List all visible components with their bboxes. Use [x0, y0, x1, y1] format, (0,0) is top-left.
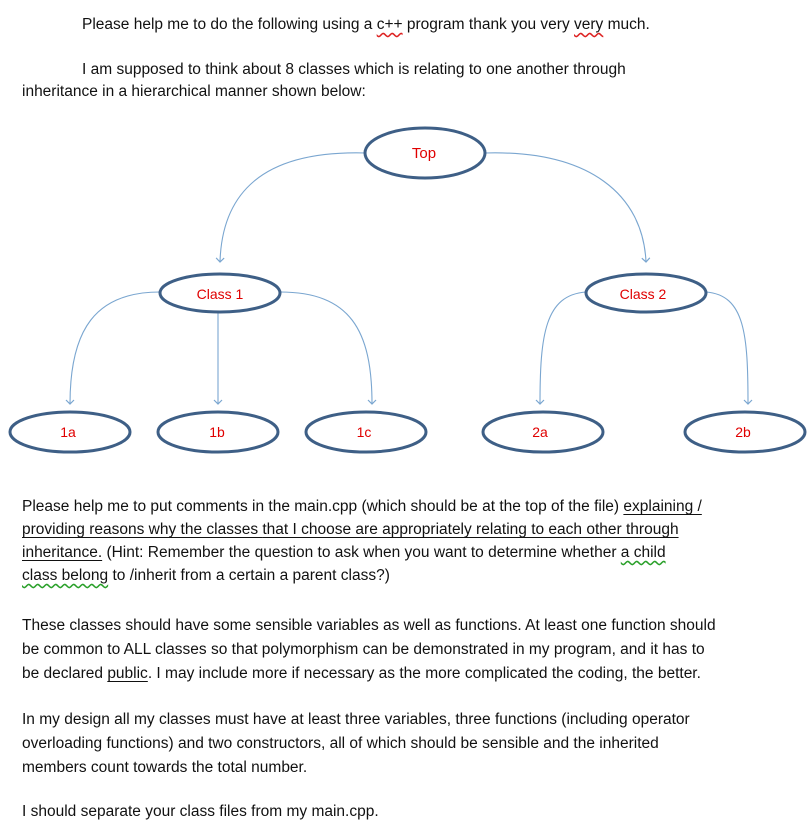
para1-line-2: providing reasons why the classes that I choose are appropriately relating to each other through: [22, 521, 679, 538]
intro-line-1: Please help me to do the following using a c++ program thank you very very much.: [82, 16, 650, 33]
label-top: Top: [411, 145, 437, 162]
label-class-2: Class 2: [619, 286, 667, 302]
para2-line-3: be declared public. I may include more if necessary as the more complicated the coding, the better.: [22, 665, 701, 682]
para1-line-4: class belong to /inherit from a certain a parent class?): [22, 567, 390, 584]
label-1b: 1b: [209, 424, 225, 440]
label-2b: 2b: [735, 424, 751, 440]
label-class-1: Class 1: [196, 286, 244, 302]
intro-line-3: inheritance in a hierarchical manner shown below:: [22, 83, 366, 100]
edge-class1-1c: [280, 292, 372, 404]
edge-class2-2b: [706, 292, 748, 404]
para2-line-1: These classes should have some sensible variables as well as functions. At least one function should: [22, 617, 716, 634]
edge-top-class2: [485, 153, 646, 262]
very-word: very: [574, 16, 604, 33]
para4-line-1: I should separate your class files from my main.cpp.: [22, 803, 379, 820]
intro-line-2: I am supposed to think about 8 classes which is relating to one another through: [82, 61, 626, 78]
edge-class1-1a: [70, 292, 160, 404]
edge-top-class1: [220, 153, 366, 262]
cpp-word: c++: [376, 16, 403, 33]
para1-line-3: inheritance. (Hint: Remember the question to ask when you want to determine whether a child: [22, 544, 666, 561]
para1-line-1: Please help me to put comments in the main.cpp (which should be at the top of the file) explaining /: [22, 498, 702, 515]
para3-line-2: overloading functions) and two constructors, all of which should be sensible and the inherited: [22, 735, 659, 752]
para3-line-3: members count towards the total number.: [22, 759, 308, 776]
para2-line-2: be common to ALL classes so that polymorphism can be demonstrated in my program, and it has to: [22, 641, 705, 658]
edge-class2-2a: [540, 292, 586, 404]
label-2a: 2a: [532, 424, 548, 440]
label-1a: 1a: [60, 424, 76, 440]
label-1c: 1c: [356, 424, 372, 440]
para3-line-1: In my design all my classes must have at least three variables, three functions (including operator: [22, 711, 690, 728]
